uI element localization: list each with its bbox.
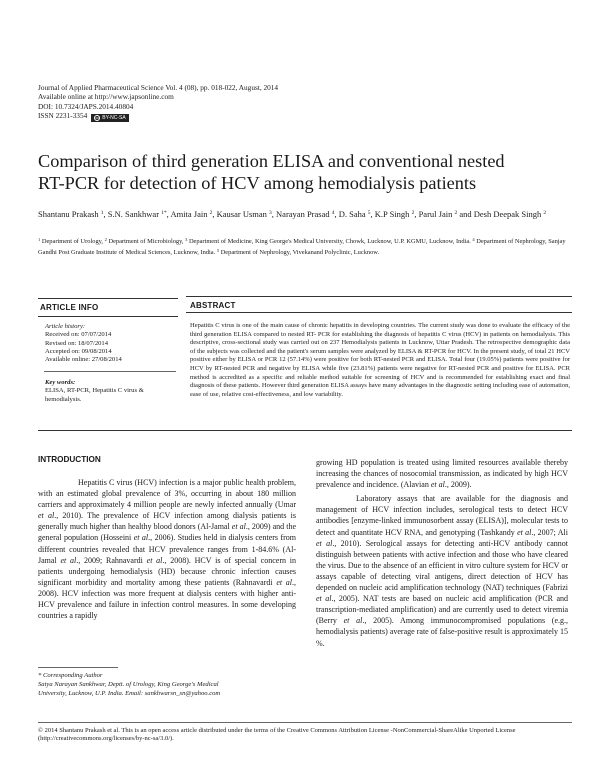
cc-license-badge[interactable] bbox=[91, 114, 128, 122]
text-run: ., 2006). Studies held in dialysis centers from different countries revealed that HCV prevalence ranges from 1-84.6% (Al-Jamal bbox=[38, 533, 297, 565]
footer-divider bbox=[38, 722, 572, 723]
affiliation-text: Department of Microbiology, bbox=[106, 238, 186, 245]
journal-doi: DOI: 10.7324/JAPS.2014.40804 bbox=[38, 101, 134, 111]
author-affiliation-mark: 1 bbox=[100, 210, 104, 216]
text-run: ., 2009; Rahnavardi bbox=[76, 555, 147, 565]
journal-header bbox=[38, 83, 358, 122]
et-al: et al bbox=[231, 522, 246, 532]
author: K.P Singh bbox=[374, 209, 410, 219]
footnote-divider bbox=[38, 667, 118, 668]
author-affiliation-mark: 1* bbox=[161, 210, 167, 216]
abstract-heading: ABSTRACT bbox=[190, 301, 236, 310]
et-al: et al bbox=[316, 538, 333, 548]
text-run: ., 2009). bbox=[444, 480, 472, 490]
divider bbox=[38, 298, 178, 299]
corresponding-label: * Corresponding Author bbox=[38, 672, 103, 679]
title-line-1: Comparison of third generation ELISA and conventional nested bbox=[38, 151, 505, 171]
author: S.N. Sankhwar bbox=[107, 209, 160, 219]
intro-column-right bbox=[316, 457, 568, 649]
article-history bbox=[45, 323, 180, 364]
text-run: ., 2010). Serological assays for detecting anti-HCV antibody cannot distinguish between patients with active infection and those who have cleared the virus. Due to the absence of an efficient in vitro culture system for HCV or assays capable of detecting viral antigens, direct detection of HCV has depended on nucleic acid amplification technology (NAT) techniques (Fabrizi bbox=[316, 538, 568, 593]
affiliation-mark: 4 bbox=[472, 237, 475, 242]
article-info-heading: ARTICLE INFO bbox=[40, 303, 99, 312]
text-run: ., 2010). The prevalence of HCV infection among dialysis patients is generally much higher than healthy blood donors (Al-Jamal bbox=[38, 511, 296, 532]
license-footer: © 2014 Shantanu Prakash et al. This is an open access article distributed under the terms of the Creative Commons Attribution License -NonCommercial-ShareAlike Unported License (http://creativecommons.org/licenses/by-nc-sa/3.0/). bbox=[38, 727, 516, 743]
text-run: ., 2005). NAT tests are based on nucleic acid amplification (PCR and transcription-mediated amplification) and are currently used to detect viremia (Berry bbox=[316, 594, 569, 626]
text-run: ., 2007; Ali bbox=[531, 527, 568, 537]
corresponding-line-2: University, Lucknow, U.P. India. Email: sankhwarsn_sn@yahoo.com bbox=[38, 690, 221, 697]
author-list: Shantanu Prakash $^1$, S.N. Sankhwar $^{1*}$, Amita Jain $^2$, Kausar Usman $^3$, Narayan Prasad $^4$, D. Saha $^5$, K.P Singh $^2$, Parul Jain $^2$ and Desh Deepak Singh $^2$ bbox=[38, 209, 547, 219]
cc-badge-label: BY-NC-SA bbox=[102, 115, 126, 122]
author-affiliation-mark: 2 bbox=[209, 210, 213, 216]
text-run: ., 2005). Among immunocompromised populations (e.g., hemodialysis patients) average rate of false-positive result is approximately 15 %. bbox=[316, 616, 569, 648]
et-al: et al bbox=[343, 616, 363, 626]
affiliation-mark: 2 bbox=[104, 237, 107, 242]
et-al: et al bbox=[517, 527, 532, 537]
author: D. Saha bbox=[338, 209, 366, 219]
text-run: ., 2008). HCV is of special concern in patients undergoing hemodialysis (HD) because chronic infection causes significant morbidity and mortality among these patients (Rahnavardi bbox=[38, 555, 296, 587]
author-affiliation-mark: 2 bbox=[454, 210, 458, 216]
author: Parul Jain bbox=[418, 209, 453, 219]
author-affiliation-mark: 4 bbox=[331, 210, 335, 216]
abstract-text: Hepatitis C virus is one of the main cause of chronic hepatitis in developing countries. The current study was done to evaluate the efficacy of the third generation ELISA compared to nested RT- PCR for establishing the diagnosis of hepatitis C virus (HCV) in patients on hemodialysis. This descriptive, cross-sectional study was carried out on 237 Hemodialysis patients in Lucknow, Uttar Pradesh. The retrospective demographic data of the subjects was collected and the patient's serum samples were analyzed by ELISA & RT-PCR for HCV. In the present study, of total 21 HCV positive either by ELISA or PCR 12 (57.14%) were positive for both RT-nested PCR and ELISA. Total four (19.05%) patients were positive for HCV by RT-nested PCR and negative by ELISA while five (23.81%) patients were negative for RT-nested PCR and positive for ELISA. PCR method is accredited as a specific and reliable method suitable for screening of HCV and is recommended for establishing exact and final diagnosis of these patients. However third generation ELISA assays have many advantages in the diagnostic setting including ease of automation, ease of use, relative cost-effectiveness, and low variability. bbox=[190, 322, 570, 398]
corresponding-line-1: Satya Narayan Sankhwar, Deptt. of Urology, King George's Medical bbox=[38, 681, 219, 688]
affiliation-text: Department of Medicine, King George's Medical University, Chowk, Lucknow, U.P. KGMU, Lucknow, India. bbox=[187, 238, 473, 245]
divider bbox=[44, 371, 176, 372]
affiliation-mark: 3 bbox=[185, 237, 188, 242]
affiliation-text: Department of Nephrology, Sanjay Gandhi Post Graduate Institute of Medical Sciences, Lucknow, India. bbox=[38, 238, 566, 257]
journal-citation: Journal of Applied Pharmaceutical Science Vol. 4 (08), pp. 018-022, August, 2014 bbox=[38, 83, 279, 92]
et-al: et al bbox=[430, 480, 445, 490]
author: Kausar Usman bbox=[216, 209, 267, 219]
et-al: et al bbox=[276, 577, 292, 587]
title-line-2: RT-PCR for detection of HCV among hemodialysis patients bbox=[38, 173, 477, 193]
received-date: Received on: 07/07/2014 bbox=[45, 331, 112, 339]
article-title bbox=[38, 150, 578, 194]
author-affiliation-mark: 2 bbox=[543, 210, 547, 216]
journal-issn bbox=[38, 111, 358, 122]
available-date: Available online: 27/08/2014 bbox=[45, 356, 122, 364]
author-affiliation-mark: 3 bbox=[269, 210, 272, 216]
cc-icon: cc bbox=[95, 116, 100, 121]
divider bbox=[186, 296, 572, 297]
intro-column-left bbox=[38, 477, 296, 621]
et-al: et al bbox=[60, 555, 77, 565]
paragraph bbox=[316, 493, 568, 648]
journal-url[interactable]: Available online at http://www.japsonline.com bbox=[38, 92, 174, 102]
divider bbox=[38, 316, 178, 317]
author: Desh Deepak Singh bbox=[473, 209, 542, 219]
affiliation-mark: 1 bbox=[38, 237, 41, 242]
issn-text: ISSN 2231-3354 bbox=[38, 111, 88, 121]
divider bbox=[38, 430, 572, 431]
et-al: et al bbox=[316, 594, 332, 604]
affiliations bbox=[38, 235, 568, 257]
affiliation-text: Department of Nephrology, Vivekanand Polyclinic, Lucknow. bbox=[219, 249, 380, 257]
text-run: ., 2008). HCV infection was more frequent at dialysis centers with higher anti-HCV prevalence and failure in infection control measures. In some developing countries a rapidly bbox=[38, 577, 296, 621]
keywords-block bbox=[45, 379, 180, 404]
affiliation-text: Department of Urology, bbox=[40, 238, 105, 245]
author-affiliation-mark: 5 bbox=[367, 210, 371, 216]
divider bbox=[186, 312, 572, 313]
text-run: ., 2009) and the general population (Hosseini bbox=[38, 522, 296, 543]
author: Amita Jain bbox=[170, 209, 208, 219]
author-affiliation-mark: 2 bbox=[411, 210, 415, 216]
revised-date: Revised on: 18/07/2014 bbox=[45, 339, 109, 347]
author: Narayan Prasad bbox=[276, 209, 330, 219]
history-label: Article history: bbox=[45, 323, 86, 330]
et-al: et al bbox=[133, 533, 149, 543]
accepted-date: Accepted on: 09/08/2014 bbox=[45, 347, 112, 355]
text-run: Laboratory assays that are available for the diagnosis and management of HCV infection includes, serological tests to detect HCV antibodies [enzyme-linked immunosorbent assay (ELISA)], molecular tests to detect and quantitate HCV RNA, and genotyping (Tashkandy bbox=[316, 494, 568, 537]
corresponding-author bbox=[38, 671, 296, 698]
text-run: growing HD population is treated using limited resources available thereby increasing the chances of nosocomial transmission, as indicated by high HCV prevalence and incidence. (Alavian bbox=[316, 458, 568, 490]
paragraph bbox=[316, 457, 568, 490]
author: Shantanu Prakash bbox=[38, 209, 99, 219]
et-al: et al bbox=[38, 511, 55, 521]
introduction-heading: INTRODUCTION bbox=[38, 455, 101, 464]
text-run: Hepatitis C virus (HCV) infection is a major public health problem, with an estimated global prevalence of 3%, occurring in about 180 million carriers and approximately 4 million people are newly infected annually (Umar bbox=[38, 478, 296, 510]
affiliation-mark: 5 bbox=[216, 248, 220, 254]
keywords-label: Key words: bbox=[45, 379, 76, 386]
et-al: et al bbox=[146, 555, 163, 565]
keywords-text: ELISA, RT-PCR, Hepatitis C virus & hemodialysis. bbox=[45, 387, 144, 403]
